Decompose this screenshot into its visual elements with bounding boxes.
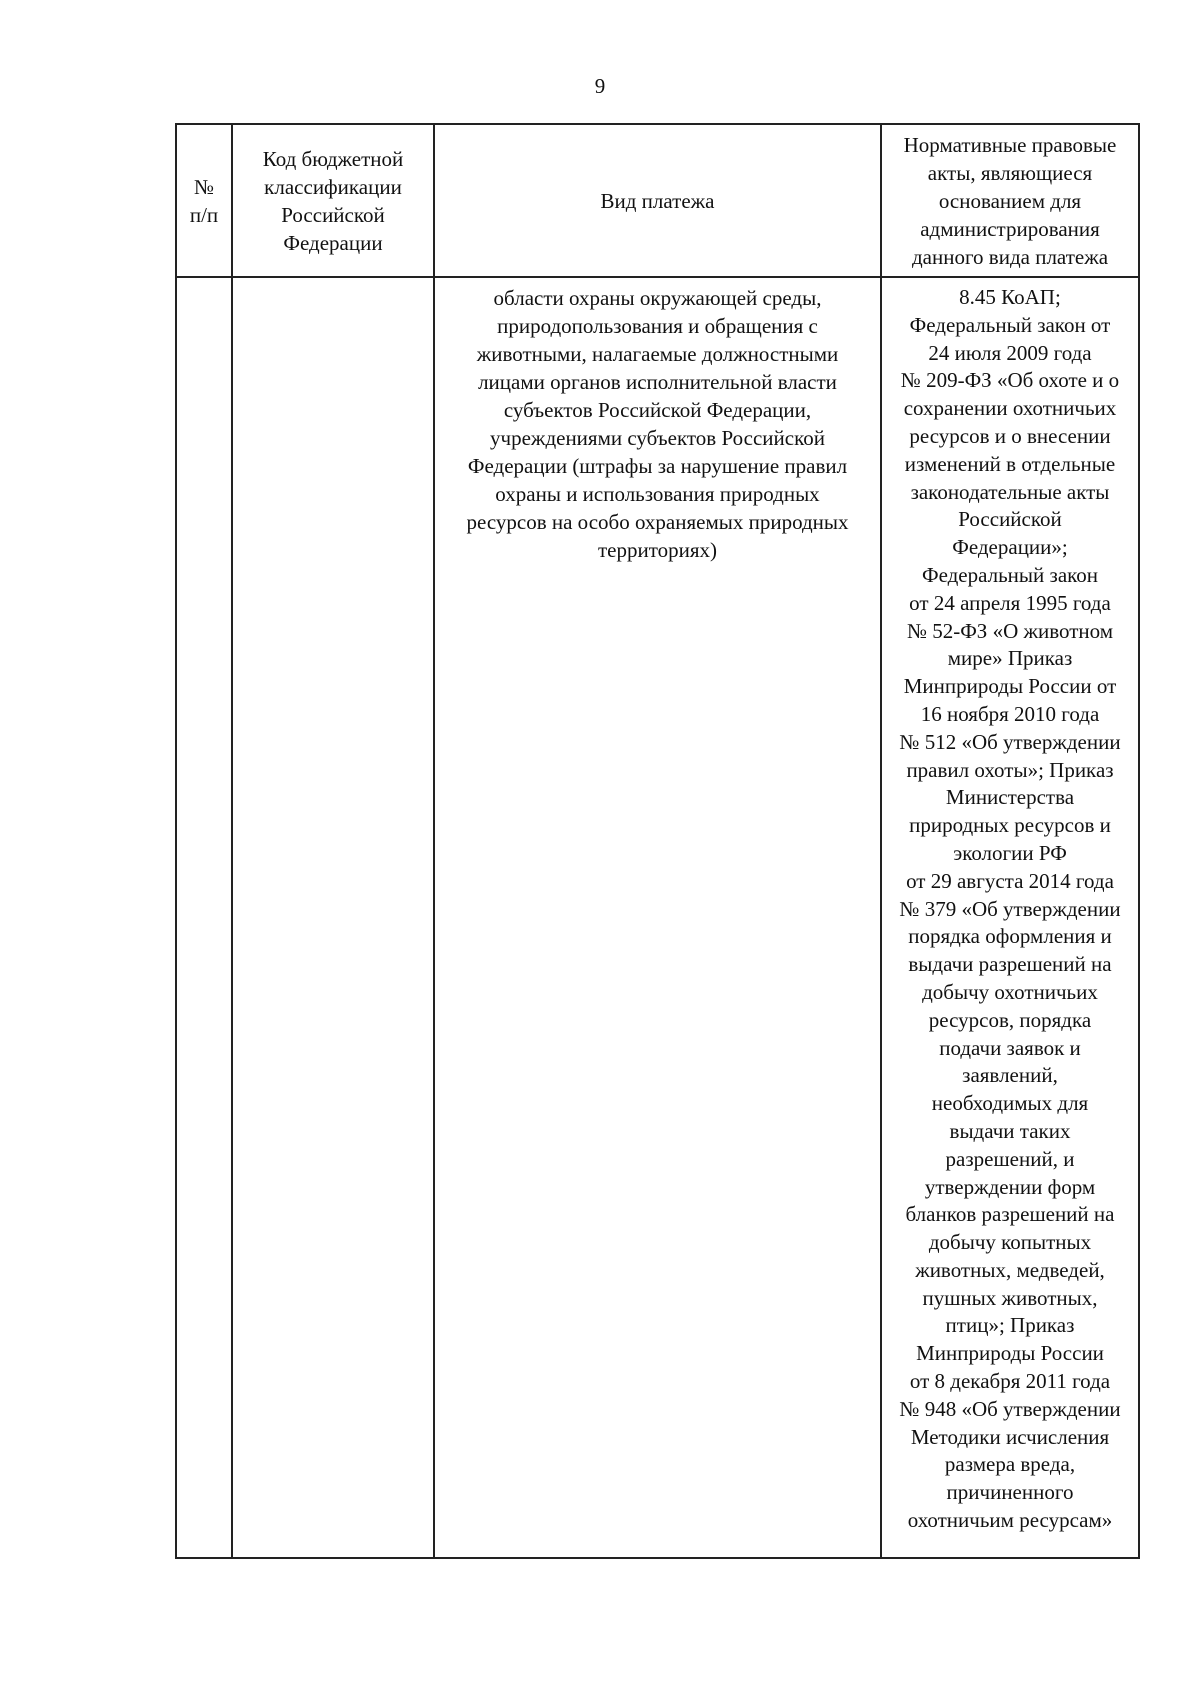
cell-payment-type [434, 277, 881, 1558]
cell-budget-code [232, 277, 434, 1558]
header-payment-type-text: Вид платежа [600, 188, 715, 213]
cell-legal-acts-text: 8.45 КоАП; Федеральный закон от 24 июля 2009 года № 209-ФЗ «Об охоте и о сохранении охотничьих ресурсов и о внесении изменений в отдельные законодательные акты Российской Федерации»; Федеральный закон от 24 апреля 1995 года № 52-ФЗ «О животном мире» Приказ Минприроды России от 16 ноября 2010 года № 512 «Об утверждении правил охоты»; Приказ Министерства природных ресурсов и экологии РФ от 29 августа 2014 года № 379 «Об утверждении порядка оформления и выдачи разрешений на добычу охотничьих ресурсов, порядка подачи заявок и заявлений, необходимых для выдачи таких разрешений, и утверждении форм бланков разрешений на добычу копытных животных, медведей, пушных животных, птиц»; Приказ Минприроды России от 8 декабря 2011 года № 948 «Об утверждении Методики исчисления размера вреда, причиненного охотничьим ресурсам» [899, 285, 1121, 1533]
header-legal-acts [881, 124, 1139, 277]
table-row [176, 277, 1139, 1558]
header-num-text: № п/п [189, 174, 219, 227]
header-budget-code-text: Код бюджетной классификации Российской Федерации [262, 146, 404, 255]
cell-num [176, 277, 232, 1558]
header-budget-code [232, 124, 434, 277]
table-header-row [176, 124, 1139, 277]
cell-legal-acts [881, 277, 1139, 1558]
header-num [176, 124, 232, 277]
header-legal-acts-text: Нормативные правовые акты, являющиеся основанием для администрирования данного вида платежа [903, 132, 1117, 269]
header-payment-type [434, 124, 881, 277]
payments-table [175, 123, 1140, 1559]
cell-payment-type-text: области охраны окружающей среды, природопользования и обращения с животными, налагаемые должностными лицами органов исполнительной власти субъектов Российской Федерации, учреждениями субъектов Российской Федерации (штрафы за нарушение правил охраны и использования природных ресурсов на особо охраняемых природных территориях) [466, 286, 849, 562]
page-number: 9 [594, 74, 606, 98]
